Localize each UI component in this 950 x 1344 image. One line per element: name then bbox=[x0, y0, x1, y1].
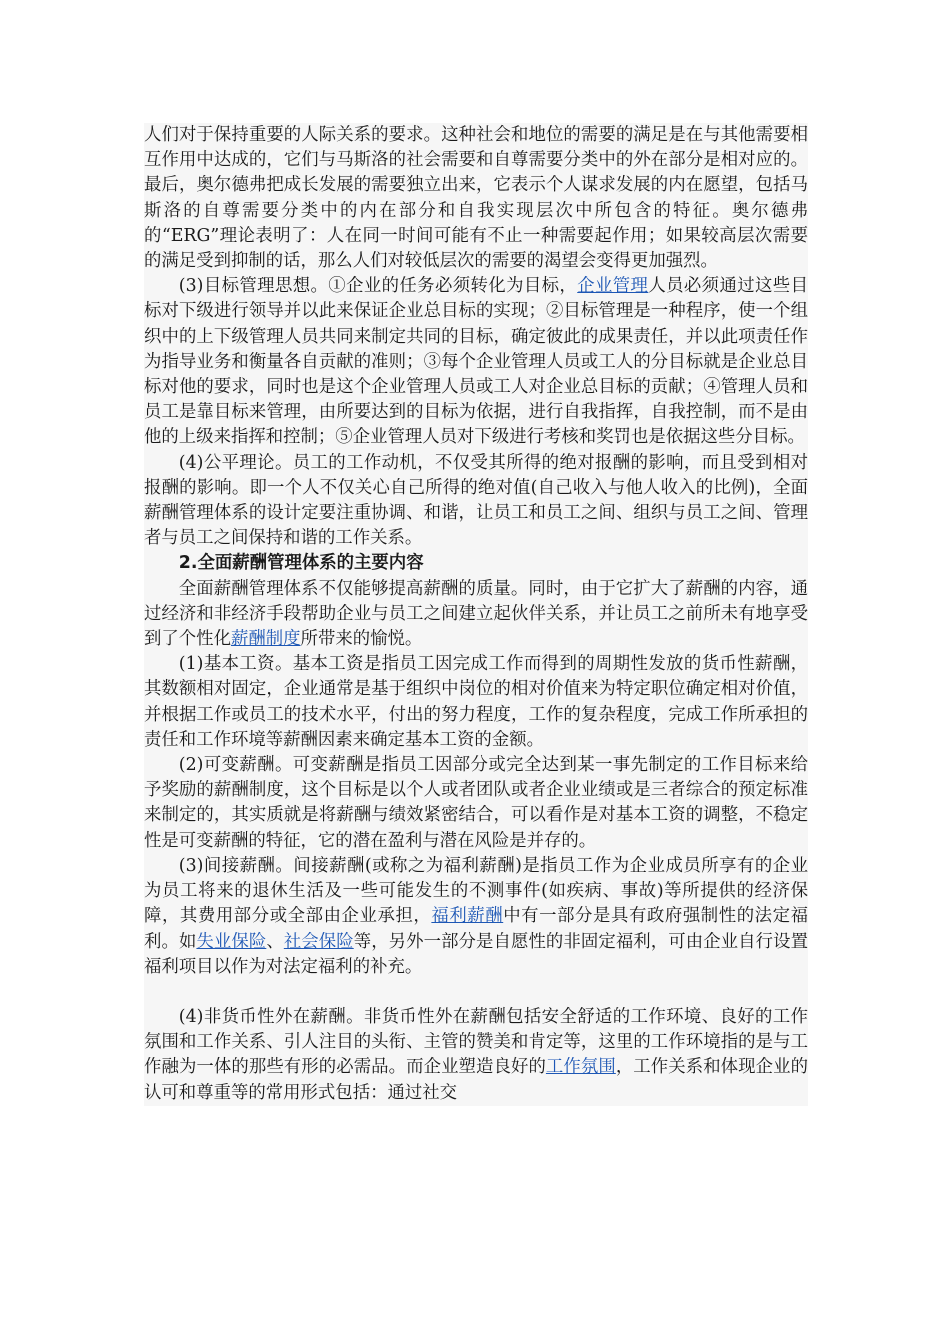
section-heading: 2.全面薪酬管理体系的主要内容 bbox=[178, 553, 424, 574]
link-enterprise-management[interactable]: 企业管理 bbox=[577, 276, 649, 297]
paragraph-overview bbox=[144, 577, 808, 653]
paragraph-variable-pay: (2)可变薪酬。可变薪酬是指员工因部分或完全达到某一事先制定的工作目标来给予奖励的薪酬制度，这个目标是以个人或者团队或者企业业绩或是三者综合的预定标准来制定的，其实质就是将薪酬与绩效紧密结合，可以看作是对基本工资的调整，不稳定性是可变薪酬的特征，它的潜在盈利与潜在风险是并存的。 bbox=[144, 755, 808, 851]
document-body bbox=[144, 123, 808, 1106]
overview-text-a: 全面薪酬管理体系不仅能够提高薪酬的质量。同时，由于它扩大了薪酬的内容，通过经济和非经济手段帮助企业与员工之间建立起伙伴关系，并让员工之前所未有地享受到了个性化 bbox=[144, 578, 808, 650]
paragraph-mbo bbox=[144, 274, 808, 450]
link-unemployment-insurance[interactable]: 失业保险 bbox=[196, 931, 267, 952]
link-welfare-pay[interactable]: 福利薪酬 bbox=[431, 906, 504, 927]
paragraph-erg-theory: 人们对于保持重要的人际关系的要求。这种社会和地位的需要的满足是在与其他需要相互作用中达成的，它们与马斯洛的社会需要和自尊需要分类中的外在部分是相对应的。最后，奥尔德弗把成长发展的需要独立出来，它表示个人谋求发展的内在愿望，包括马斯洛的自尊需要分类中的内在部分和自我实现层次中所包含的特征。奥尔德弗的“ERG”理论表明了：人在同一时间可能有不止一种需要起作用；如果较高层次需要的满足受到抑制的话，那么人们对较低层次的需要的渴望会变得更加强烈。 bbox=[144, 125, 808, 272]
paragraph-non-monetary-pay bbox=[144, 1005, 808, 1106]
indirect-text-b: 中有一部分是具有政府强制性的法定福利。如 bbox=[144, 906, 808, 952]
paragraph-spacer bbox=[144, 980, 808, 1005]
nonmonetary-text-a: (4)非货币性外在薪酬。非货币性外在薪酬包括安全舒适的工作环境、良好的工作氛围和工作关系、引人注目的头衔、主管的赞美和肯定等，这里的工作环境指的是与工作融为一体的那些有形的必需品。而企业塑造良好的 bbox=[144, 1006, 808, 1078]
link-social-insurance[interactable]: 社会保险 bbox=[283, 931, 354, 952]
mbo-text-a: (3)目标管理思想。①企业的任务必须转化为目标， bbox=[178, 276, 578, 297]
indirect-text-a: (3)间接薪酬。间接薪酬(或称之为福利薪酬)是指员工作为企业成员所享有的企业为员工将来的退休生活及一些可能发生的不测事件(如疾病、事故)等所提供的经济保障，其费用部分或全部由企业承担， bbox=[144, 855, 808, 927]
paragraph-indirect-pay bbox=[144, 854, 808, 980]
indirect-text-c: 、 bbox=[266, 931, 284, 952]
indirect-text-d: 等，另外一部分是自愿性的非固定福利，可由企业自行设置福利项目以作为对法定福利的补充。 bbox=[144, 931, 808, 977]
link-work-atmosphere[interactable]: 工作氛围 bbox=[545, 1057, 616, 1078]
nonmonetary-text-b: ，工作关系和体现企业的认可和尊重等的常用形式包括：通过社交 bbox=[144, 1057, 808, 1103]
link-compensation-system[interactable]: 薪酬制度 bbox=[230, 629, 301, 650]
paragraph-equity-theory: (4)公平理论。员工的工作动机，不仅受其所得的绝对报酬的影响，而且受到相对报酬的影响。即一个人不仅关心自己所得的绝对值(自己收入与他人收入的比例)，全面薪酬管理体系的设计定要注重协调、和谐，让员工和员工之间、组织与员工之间、管理者与员工之间保持和谐的工作关系。 bbox=[144, 452, 808, 549]
overview-text-b: 所带来的愉悦。 bbox=[300, 629, 423, 650]
mbo-text-b: 人员必须通过这些目标对下级进行领导并以此来保证企业总目标的实现；②目标管理是一种程序，使一个组织中的上下级管理人员共同来制定共同的目标，确定彼此的成果责任，并以此项责任作为指导业务和衡量各自贡献的准则；③每个企业管理人员或工人的分目标就是企业总目标对他的要求，同时也是这个企业管理人员或工人对企业总目标的贡献；④管理人员和员工是靠目标来管理，由所要达到的目标为依据，进行自我指挥，自我控制，而不是由他的上级来指挥和控制；⑤企业管理人员对下级进行考核和奖罚也是依据这些分目标。 bbox=[144, 276, 808, 448]
paragraph-base-salary: (1)基本工资。基本工资是指员工因完成工作而得到的周期性发放的货币性薪酬，其数额相对固定，企业通常是基于组织中岗位的相对价值来为特定职位确定相对价值，并根据工作或员工的技术水平，付出的努力程度，工作的复杂程度，完成工作所承担的责任和工作环境等薪酬因素来确定基本工资的金额。 bbox=[144, 654, 808, 750]
